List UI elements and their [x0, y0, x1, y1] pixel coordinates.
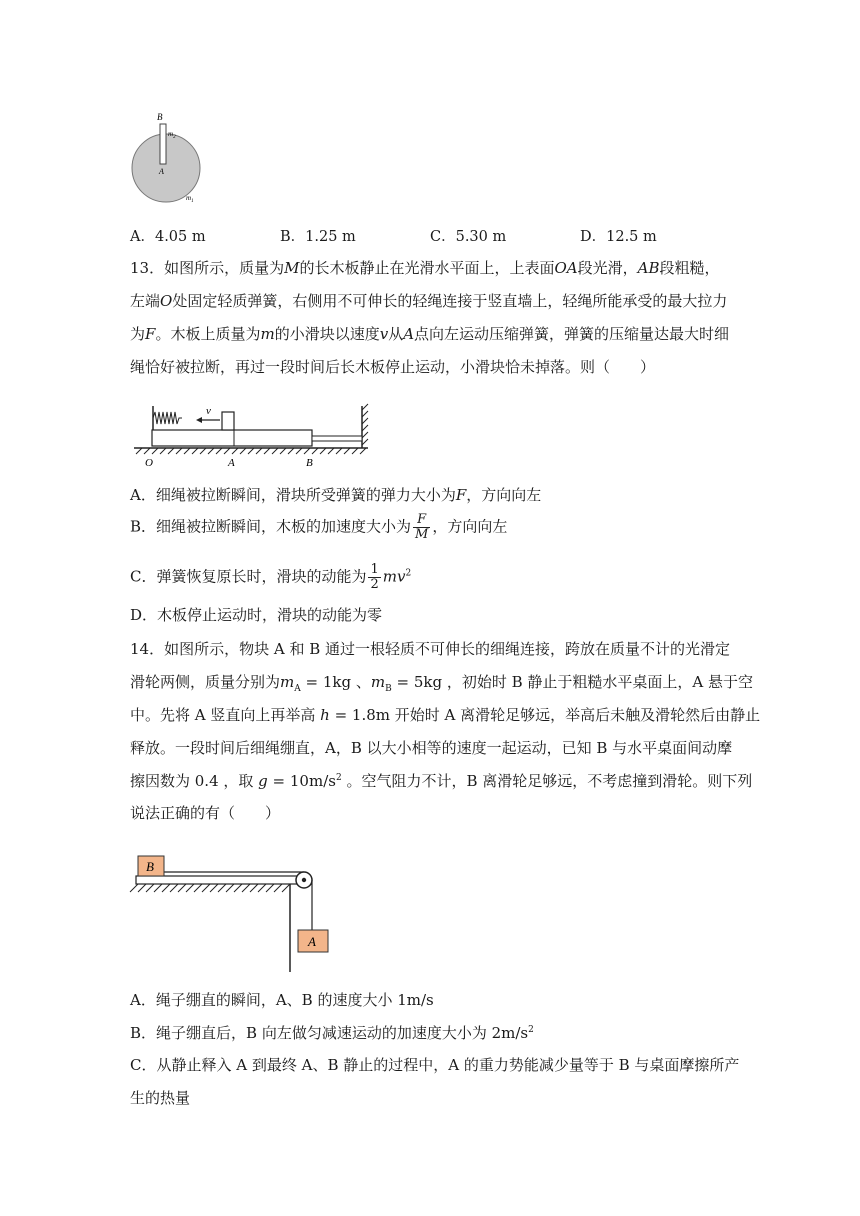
q12-option-d[interactable]: D．12.5 m: [580, 229, 657, 245]
fraction-one-half: $\frac{1}{2}$: [370, 562, 379, 592]
label-b: B: [157, 112, 163, 122]
rod-shape: [160, 124, 166, 164]
fraction-f-over-m: $\frac{F}{M}$: [415, 512, 429, 542]
q13-stem-text: 13．如图所示，质量为M的长木板静止在光滑水平面上，上表面OA段光滑，AB段粗糙，左端O处固定轻质弹簧，右侧用不可伸长的轻绳连接于竖直墙上，轻绳所能承受的最大拉力为F。木板上质量为m的小滑块以速度v从A点向左运动压缩弹簧，弹簧的压缩量达最大时细绳恰好被拉断，再过一段时间后长木板停止运动，小滑块恰未掉落。则（ ）: [130, 259, 730, 376]
block-b-label: B: [146, 859, 154, 874]
q14-line-2: 滑轮两侧，质量分别为$m_A = 1kg$ 、$m_B = 5kg$ ，初始时 B 静止于粗糙水平桌面上，A 悬于空: [130, 673, 753, 694]
q12-option-a[interactable]: A．4.05 m: [130, 229, 206, 245]
label-b-point: B: [306, 457, 313, 469]
q14-line-5: 擦因数为 0.4 ，取 $g = 10m/s^2$ 。空气阻力不计，B 离滑轮足够远，不考虑撞到滑轮。则下列: [130, 772, 753, 790]
label-m1: $m_1$: [186, 194, 194, 204]
q13-stem: [130, 252, 730, 384]
q14-option-b[interactable]: B．绳子绷直后，B 向左做匀减速运动的加速度大小为 $2m/s^2$: [130, 1024, 534, 1042]
label-v: v: [206, 405, 211, 417]
wall-hatch: [362, 404, 368, 445]
disk-rod-figure: [128, 108, 208, 208]
q14-line-3: 中。先将 A 竖直向上再举高 h = 1.8m 开始时 A 离滑轮足够远，举高后未触及滑轮然后由静止: [130, 706, 761, 724]
table-top: [136, 876, 298, 884]
q13-option-c[interactable]: C．弹簧恢复原长时，滑块的动能为 $\frac{1}{2}$ $mv^2$: [130, 562, 412, 592]
ground-hatch: [136, 448, 366, 454]
board-spring-figure: [130, 398, 380, 470]
table-hatch: [130, 884, 290, 892]
q13-option-a[interactable]: A．细绳被拉断瞬间，滑块所受弹簧的弹力大小为F，方向向左: [130, 486, 542, 504]
block-a-label: A: [308, 934, 316, 949]
spring: [153, 412, 182, 424]
label-m2: $m_2$: [168, 130, 176, 140]
q14-option-a[interactable]: A．绳子绷直的瞬间，A、B 的速度大小 1m/s: [130, 991, 434, 1009]
velocity-arrow-head: [196, 417, 202, 423]
q14-line-1: 14．如图所示，物块 A 和 B 通过一根轻质不可伸长的细绳连接，跨放在质量不计的光滑定: [130, 640, 731, 658]
label-a: A: [159, 167, 164, 176]
q13-option-d[interactable]: D．木板停止运动时，滑块的动能为零: [130, 606, 383, 624]
q14-line-6: 说法正确的有（ ）: [130, 804, 281, 822]
q13-option-b[interactable]: B．细绳被拉断瞬间，木板的加速度大小为 $\frac{F}{M}$ ，方向向左: [130, 512, 508, 542]
q12-options: [130, 225, 730, 247]
label-o: O: [145, 457, 153, 469]
pulley-axle: [302, 878, 306, 882]
label-a-point: A: [228, 457, 235, 469]
pulley-figure: [126, 850, 336, 980]
q14-line-4: 释放。一段时间后细绳绷直，A，B 以大小相等的速度一起运动，已知 B 与水平桌面间动摩: [130, 739, 733, 757]
q14-option-c-line-2[interactable]: 生的热量: [130, 1089, 191, 1107]
rope: [312, 436, 362, 441]
q12-option-b[interactable]: B．1.25 m: [280, 229, 356, 245]
small-block: [222, 412, 234, 430]
q14-option-c-line-1[interactable]: C．从静止释入 A 到最终 A、B 静止的过程中，A 的重力势能减少量等于 B 与桌面摩擦所产: [130, 1056, 740, 1074]
long-board: [152, 430, 312, 446]
q12-option-c[interactable]: C．5.30 m: [430, 229, 507, 245]
